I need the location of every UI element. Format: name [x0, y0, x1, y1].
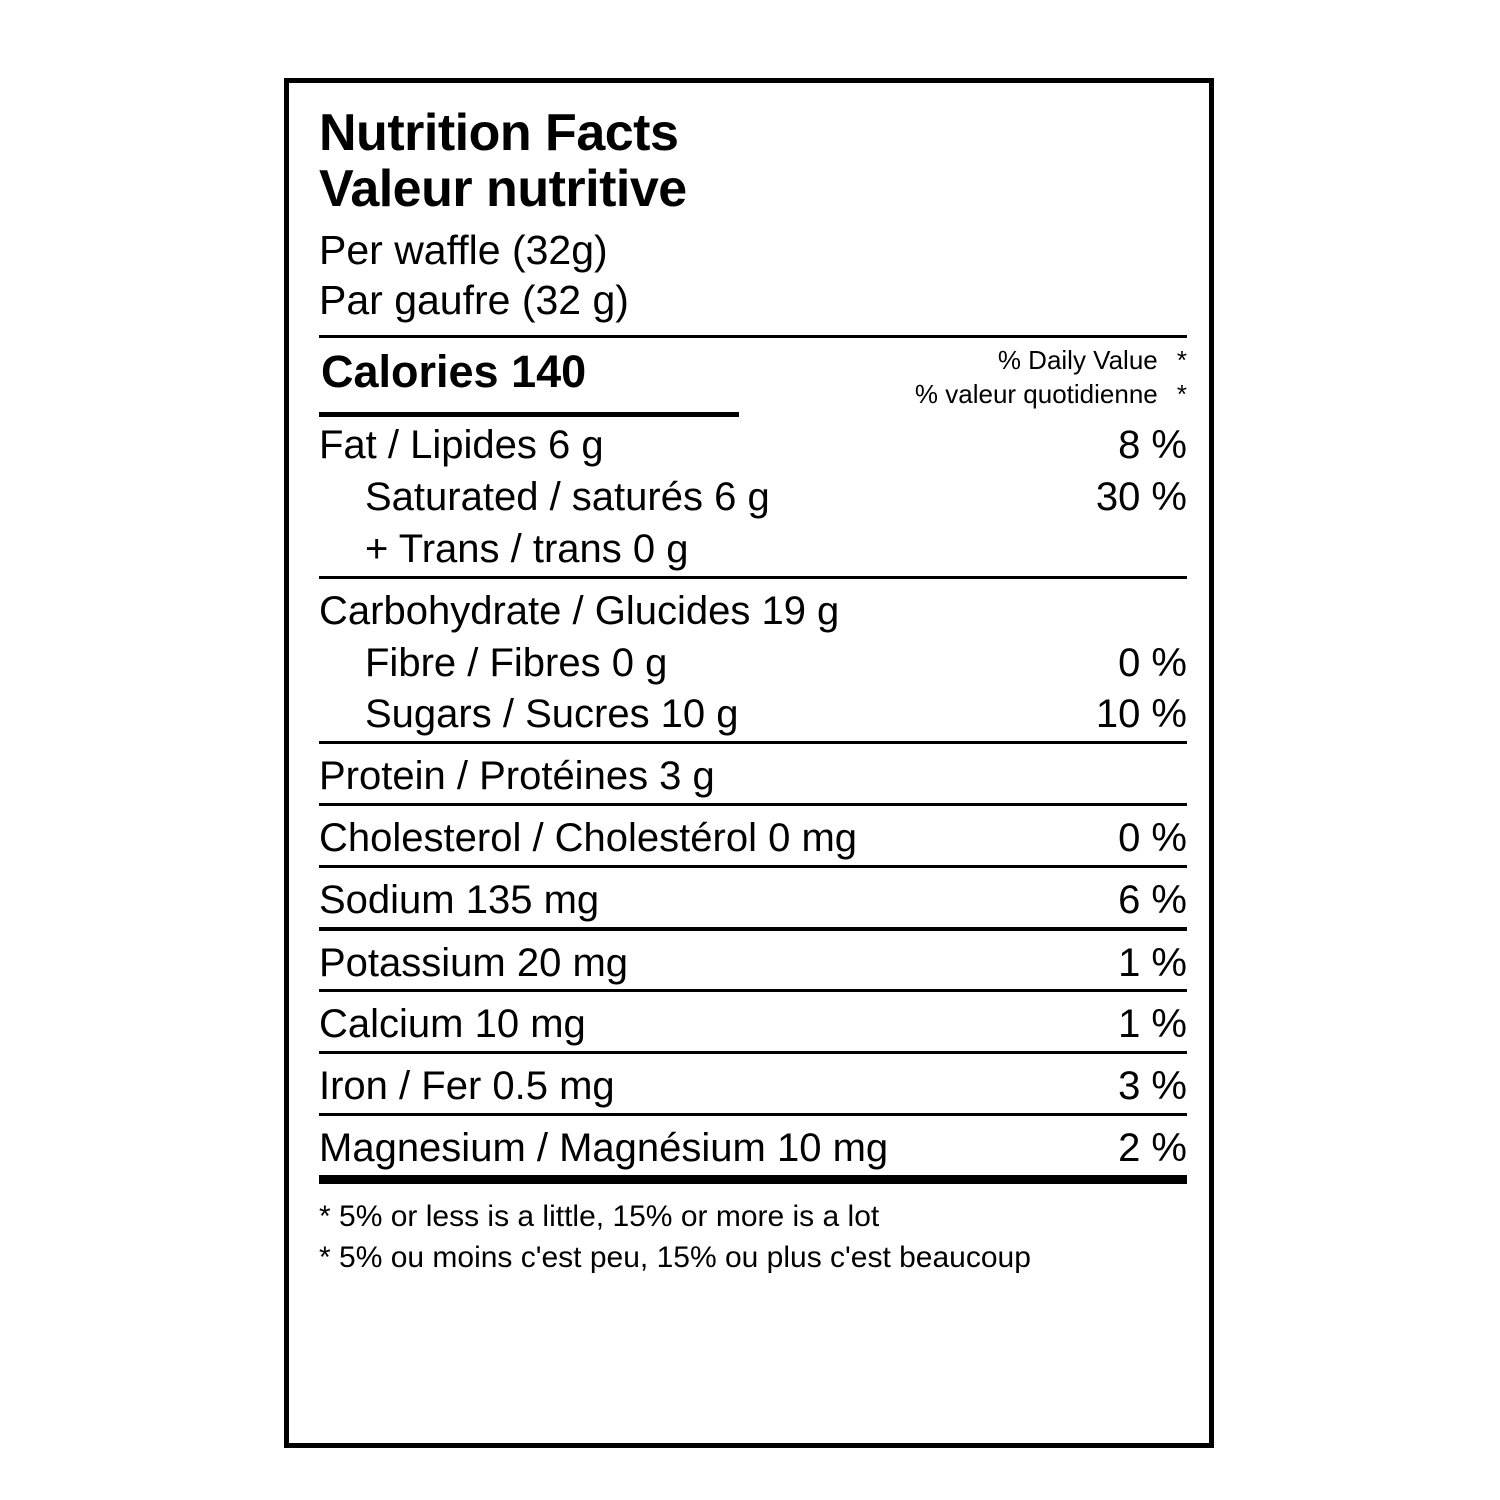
- table-row: [319, 638, 1187, 690]
- footnotes: [319, 1184, 1187, 1279]
- table-row: [319, 524, 1187, 577]
- nutrition-facts-content: [319, 105, 1187, 1433]
- table-row: [319, 929, 1187, 991]
- nutrient-pct-cholesterol: 0 %: [1027, 804, 1187, 866]
- calories-row: [319, 338, 1187, 420]
- daily-value-label-french: % valeur quotidienne: [914, 378, 1158, 409]
- page-title-french: Valeur nutritive: [319, 160, 687, 219]
- nutrient-name-sugars: Sugars / Sucres 10 g: [365, 692, 739, 737]
- nutrient-name-sodium: Sodium 135 mg: [319, 866, 1027, 928]
- nutrient-name-protein: Protein / Protéines 3 g: [319, 743, 1027, 805]
- nutrient-name-fat: Fat / Lipides 6 g: [319, 423, 604, 468]
- table-row: [319, 577, 1187, 637]
- nutrient-pct-calcium: 1 %: [1027, 991, 1187, 1053]
- nutrient-table: [319, 420, 1187, 1174]
- nutrient-pct-trans: [1027, 524, 1187, 577]
- table-row: [319, 1053, 1187, 1115]
- nutrient-pct-potassium: 1 %: [1027, 929, 1187, 991]
- page-title-english: Nutrition Facts: [319, 104, 679, 162]
- table-row: [319, 804, 1187, 866]
- divider-before-footnotes: [319, 1175, 1187, 1184]
- nutrition-facts-panel: [284, 78, 1214, 1448]
- table-row: [319, 866, 1187, 928]
- nutrient-name-magnesium: Magnesium / Magnésium 10 mg: [319, 1114, 1027, 1174]
- table-row: [319, 689, 1187, 742]
- table-row: [319, 743, 1187, 805]
- daily-value-label-english: % Daily Value: [997, 345, 1158, 376]
- serving-size-french: Par gaufre (32 g): [319, 277, 629, 324]
- nutrient-pct-iron: 3 %: [1027, 1053, 1187, 1115]
- nutrient-name-carbohydrate: Carbohydrate / Glucides 19 g: [319, 577, 1027, 637]
- nutrient-pct-sodium: 6 %: [1027, 866, 1187, 928]
- nutrient-pct-saturated: 30 %: [1095, 475, 1187, 520]
- nutrient-pct-fibre: 0 %: [1118, 640, 1187, 685]
- daily-value-star-french: *: [1176, 378, 1187, 409]
- footnote-english: * 5% or less is a little, 15% or more is a lot: [319, 1199, 880, 1233]
- serving-size-english: Per waffle (32g): [319, 227, 608, 274]
- nutrient-name-potassium: Potassium 20 mg: [319, 929, 1027, 991]
- nutrient-pct-sugars: 10 %: [1095, 692, 1187, 737]
- daily-value-header: [915, 344, 1187, 411]
- table-row: [319, 991, 1187, 1053]
- nutrient-name-calcium: Calcium 10 mg: [319, 991, 1027, 1053]
- nutrient-pct-fat: 8 %: [1118, 423, 1187, 468]
- table-row: [319, 420, 1187, 472]
- footnote-french: * 5% ou moins c'est peu, 15% ou plus c'est beaucoup: [319, 1241, 1031, 1275]
- nutrient-name-cholesterol: Cholesterol / Cholestérol 0 mg: [319, 804, 1027, 866]
- daily-value-star-english: *: [1176, 345, 1187, 376]
- table-row: [319, 1114, 1187, 1174]
- calories-underline: [319, 412, 739, 417]
- nutrient-name-trans: + Trans / trans 0 g: [365, 526, 689, 571]
- nutrient-pct-carbohydrate: [1027, 577, 1187, 637]
- table-row: [319, 472, 1187, 524]
- nutrient-name-fibre: Fibre / Fibres 0 g: [365, 640, 668, 685]
- calories-value: Calories 140: [321, 346, 587, 398]
- nutrient-pct-protein: [1027, 743, 1187, 805]
- nutrient-name-saturated: Saturated / saturés 6 g: [365, 475, 770, 520]
- nutrient-pct-magnesium: 2 %: [1027, 1114, 1187, 1174]
- nutrient-name-iron: Iron / Fer 0.5 mg: [319, 1053, 1027, 1115]
